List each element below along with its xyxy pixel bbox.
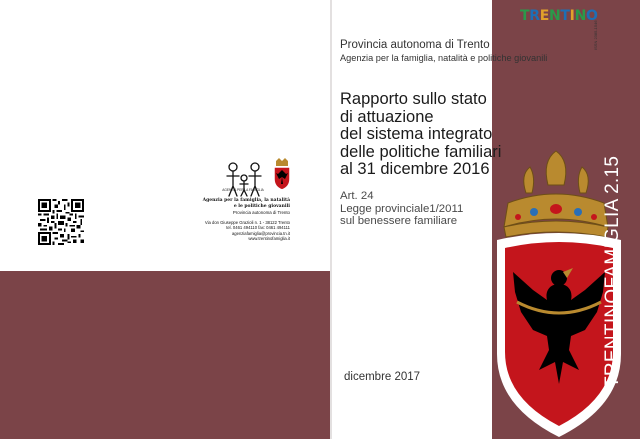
brand-letter: N <box>574 8 587 24</box>
brand-letter: I <box>569 8 575 24</box>
qr-code <box>38 199 84 245</box>
crown-icon <box>496 145 616 241</box>
front-cover <box>332 0 640 439</box>
title-line: delle politiche familiari <box>340 142 502 161</box>
address: Via don Giuseppe Grazioli n. 1 - 38122 Trento <box>204 220 290 225</box>
report-subtitle <box>340 190 520 228</box>
agency-name-line2: e le politiche giovanili <box>233 204 290 209</box>
subtitle-line: Legge provinciale1/2011 <box>340 202 464 215</box>
title-line: al 31 dicembre 2016 <box>340 160 490 178</box>
contact-block <box>170 198 290 241</box>
family-logo-caption: AGENZIA PER LA FAMIGLIA <box>222 188 264 192</box>
brand-letter: E <box>539 8 549 24</box>
front-org-header <box>340 38 590 64</box>
title-line: di attuazione <box>340 107 434 126</box>
org-line2: Agenzia per la famiglia, natalità e politiche giovanili <box>340 53 548 63</box>
back-cover-band <box>0 271 330 439</box>
trento-coat-of-arms-small-icon <box>272 157 292 191</box>
brand-letter: R <box>529 8 540 24</box>
series-spine-label: TRENTINOFAMIGLIA 2.15 <box>602 155 623 388</box>
subtitle-line: sul benessere familiare <box>340 215 458 227</box>
website[interactable]: www.trentinofamiglia.it <box>248 235 290 241</box>
email[interactable]: agenziafamiglia@provincia.tn.it <box>231 230 290 236</box>
publication-date: dicembre 2017 <box>344 371 421 383</box>
issn-label: ISSN 2385-1546 <box>593 20 598 50</box>
brand-letter: T <box>520 8 530 24</box>
brand-letter: O <box>586 8 598 24</box>
province-name: Provincia autonoma di Trento <box>232 210 290 215</box>
title-line: del sistema integrato <box>340 125 493 143</box>
subtitle-line: Art. 24 <box>340 190 374 202</box>
org-line1: Provincia autonoma di Trento <box>340 39 490 51</box>
brand-letter: N <box>549 8 561 24</box>
brand-letter: T <box>560 8 570 24</box>
phone-fax: tel. 0461 494110 fax: 0461 494111 <box>226 225 290 231</box>
agency-name-line1: Agenzia per la famiglia, la natalità <box>202 198 290 203</box>
title-line: Rapporto sullo stato <box>340 90 487 108</box>
trentino-brand-logo <box>520 8 598 24</box>
family-logo-icon <box>222 158 266 202</box>
